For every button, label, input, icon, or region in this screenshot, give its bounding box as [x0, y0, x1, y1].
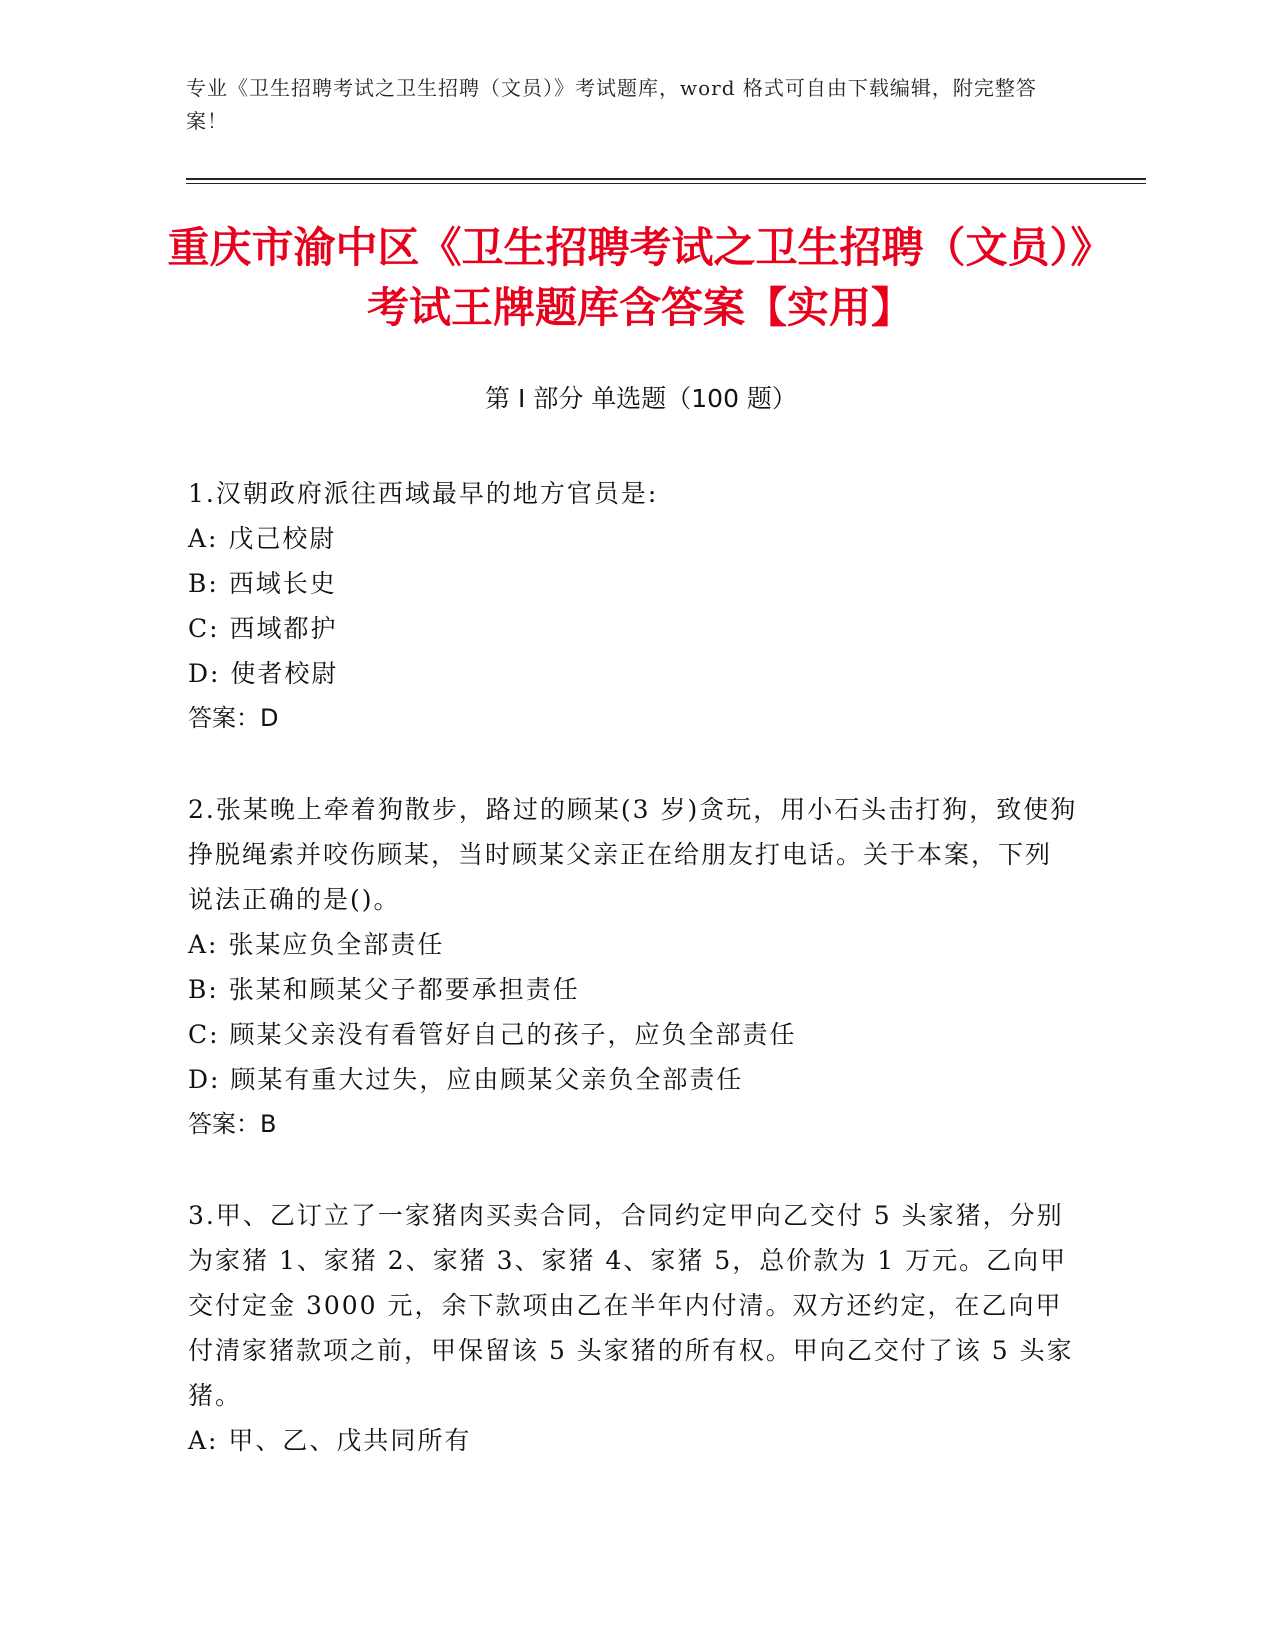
option-c: C: 西域都护 [188, 614, 338, 643]
answer-label: 答案：D [188, 704, 279, 732]
question-stem: 3.甲、乙订立了一家猪肉买卖合同，合同约定甲向乙交付 5 头家猪，分别为家猪 1、家猪 2、家猪 3、家猪 4、家猪 5，总价款为 1 万元。乙向甲交付定金 3000 元，余下款项由乙在半年内付清。双方还约定，在乙向甲付清家猪款项之前，甲保留该 5 头家猪的所有权。甲向乙交付了该 5 头家猪。 [188, 1201, 1074, 1410]
option-b: B: 西域长史 [188, 569, 337, 598]
option-a: A: 戊己校尉 [188, 524, 337, 553]
question-list [188, 471, 1078, 1509]
question-1 [188, 471, 1078, 741]
header-note: 专业《卫生招聘考试之卫生招聘（文员）》考试题库，word 格式可自由下载编辑，附完整答案！ [186, 76, 1037, 133]
question-stem: 2.张某晚上牵着狗散步，路过的顾某(3 岁)贪玩，用小石头击打狗，致使狗挣脱绳索并咬伤顾某，当时顾某父亲正在给朋友打电话。关于本案，下列说法正确的是()。 [188, 795, 1078, 914]
document-title: 重庆市渝中区《卫生招聘考试之卫生招聘（文员）》考试王牌题库含答案【实用】 [167, 223, 1113, 332]
option-d: D: 顾某有重大过失，应由顾某父亲负全部责任 [188, 1065, 744, 1094]
option-b: B: 张某和顾某父子都要承担责任 [188, 975, 580, 1004]
option-a: A: 甲、乙、戊共同所有 [188, 1426, 472, 1455]
question-2 [188, 787, 1078, 1147]
option-d: D: 使者校尉 [188, 659, 339, 688]
question-3 [188, 1193, 1078, 1463]
question-stem: 1.汉朝政府派往西域最早的地方官员是: [188, 479, 659, 508]
section-title: 第 I 部分 单选题（100 题） [485, 384, 797, 413]
header-rule-thick [186, 178, 1146, 180]
option-c: C: 顾某父亲没有看管好自己的孩子，应负全部责任 [188, 1020, 797, 1049]
header-rule-thin [186, 183, 1146, 184]
option-a: A: 张某应负全部责任 [188, 930, 445, 959]
answer-label: 答案：B [188, 1110, 277, 1138]
